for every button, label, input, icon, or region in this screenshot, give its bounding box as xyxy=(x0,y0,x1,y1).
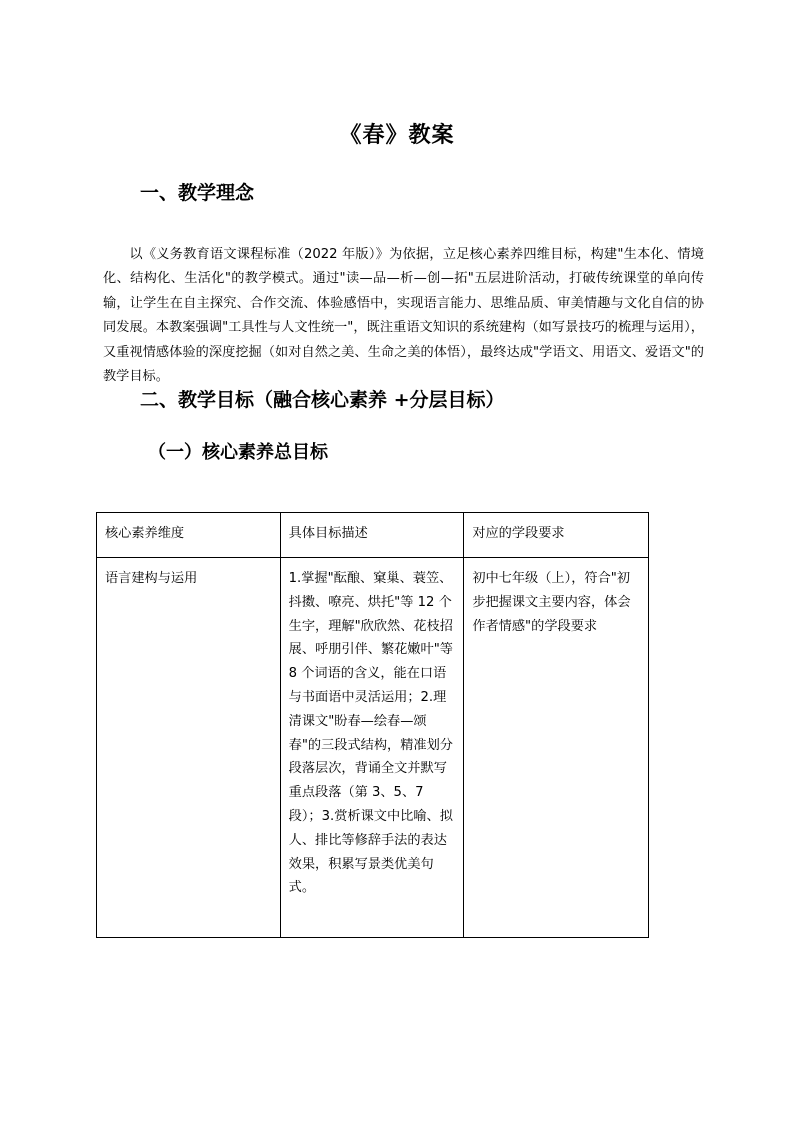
subsection-heading-core-literacy-goals: （一）核心素养总目标 xyxy=(148,442,328,463)
teaching-philosophy-paragraph: 以《义务教育语文课程标准（2022 年版）》为依据，立足核心素养四维目标，构建"生本化、情境化、结构化、生活化"的教学模式。通过"读—品—析—创—拓"五层进阶活动，打破传统课堂的单向传输，让学生在自主探究、合作交流、体验感悟中，实现语言能力、思维品质、审美情趣与文化自信的协同发展。本教案强调"工具性与人文性统一"，既注重语文知识的系统建构（如写景技巧的梳理与运用），又重视情感体验的深度挖掘（如对自然之美、生命之美的体悟），最终达成"学语文、用语文、爱语文"的教学目标。 xyxy=(103,247,704,385)
column-header-requirement: 对应的学段要求 xyxy=(464,513,649,558)
column-header-description: 具体目标描述 xyxy=(280,513,464,558)
cell-description: 1.掌握"酝酿、窠巢、蓑笠、抖擞、嘹亮、烘托"等 12 个生字，理解"欣欣然、花枝招展、呼朋引伴、繁花嫩叶"等 8 个词语的含义，能在口语与书面语中灵活运用；2.理清课文"盼春—绘春—颂春"的三段式结构，精准划分段落层次，背诵全文并默写重点段落（第 3、5、7 段）；3.赏析课文中比喻、拟人、排比等修辞手法的表达效果，积累写景类优美句式。 xyxy=(280,558,464,938)
section-heading-teaching-philosophy: 一、教学理念 xyxy=(140,182,255,204)
column-header-dimension: 核心素养维度 xyxy=(97,513,281,558)
table-header-row xyxy=(97,513,649,558)
section-heading-teaching-objectives: 二、教学目标（融合核心素养 +分层目标） xyxy=(140,389,505,411)
core-literacy-goals-table xyxy=(96,512,649,938)
table-row xyxy=(97,558,649,938)
cell-dimension: 语言建构与运用 xyxy=(97,558,281,938)
cell-requirement: 初中七年级（上），符合"初步把握课文主要内容，体会作者情感"的学段要求 xyxy=(464,558,649,938)
document-title: 《春》教案 xyxy=(339,123,455,148)
